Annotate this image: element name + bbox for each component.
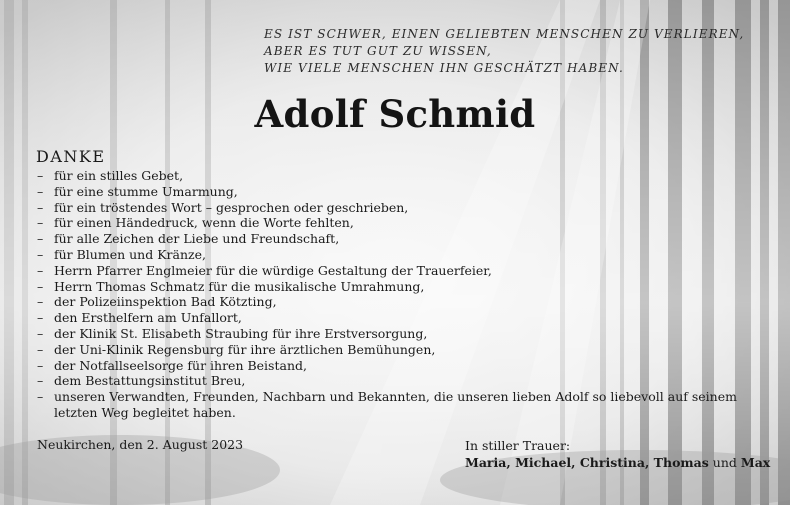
list-dash: – bbox=[37, 168, 44, 183]
thanks-list bbox=[37, 168, 767, 421]
mourner-last-name: Max bbox=[740, 455, 771, 470]
mourning-signature bbox=[465, 437, 770, 471]
list-item: – für alle Zeichen der Liebe und Freundschaft, bbox=[37, 231, 340, 247]
list-dash: – bbox=[37, 215, 44, 231]
list-item: – der Klinik St. Elisabeth Straubing für ihre Erstversorgung, bbox=[37, 325, 428, 341]
list-item: – für ein tröstendes Wort – gesprochen oder geschrieben, bbox=[37, 199, 409, 215]
place-date: Neukirchen, den 2. August 2023 bbox=[37, 437, 244, 452]
mourner-conjunction: und bbox=[712, 455, 737, 470]
list-dash: – bbox=[37, 389, 44, 405]
list-dash: – bbox=[37, 183, 44, 199]
list-item: – für ein stilles Gebet, bbox=[37, 168, 184, 183]
list-dash: – bbox=[37, 325, 44, 341]
list-dash: – bbox=[37, 310, 44, 326]
list-item: – für Blumen und Kränze, bbox=[37, 246, 206, 262]
list-dash: – bbox=[37, 231, 44, 247]
deceased-name: Adolf Schmid bbox=[254, 92, 536, 136]
list-item: – der Uni-Klinik Regensburg für ihre ärztlichen Bemühungen, bbox=[37, 341, 436, 357]
list-item: – für eine stumme Umarmung, bbox=[37, 183, 238, 199]
motto-line: WIE VIELE MENSCHEN IHN GESCHÄTZT HABEN. bbox=[264, 61, 624, 75]
list-dash: – bbox=[37, 294, 44, 310]
list-item: – unseren Verwandten, Freunden, Nachbarn und Bekannten, die unseren lieben Adolf so liebevoll auf seinem letzten Weg begleitet haben. bbox=[37, 389, 737, 420]
mourner-names: Maria, Michael, Christina, Thomas bbox=[465, 455, 709, 470]
list-dash: – bbox=[37, 341, 44, 357]
list-item: – für einen Händedruck, wenn die Worte fehlten, bbox=[37, 215, 354, 231]
list-dash: – bbox=[37, 246, 44, 262]
list-dash: – bbox=[37, 262, 44, 278]
list-item: – der Polizeiinspektion Bad Kötzting, bbox=[37, 294, 277, 310]
motto-line: ABER ES TUT GUT ZU WISSEN, bbox=[264, 44, 492, 58]
list-dash: – bbox=[37, 357, 44, 373]
list-dash: – bbox=[37, 199, 44, 215]
motto-line: ES IST SCHWER, EINEN GELIEBTEN MENSCHEN ZU VERLIEREN, bbox=[264, 27, 745, 41]
thanks-heading: DANKE bbox=[36, 147, 106, 166]
list-dash: – bbox=[37, 373, 44, 389]
list-item: – Herrn Pfarrer Englmeier für die würdige Gestaltung der Trauerfeier, bbox=[37, 262, 492, 278]
mourning-names bbox=[465, 454, 770, 471]
list-dash: – bbox=[37, 278, 44, 294]
motto-text bbox=[264, 26, 744, 77]
list-item: – den Ersthelfern am Unfallort, bbox=[37, 310, 242, 326]
list-item: – Herrn Thomas Schmatz für die musikalische Umrahmung, bbox=[37, 278, 425, 294]
list-item: – der Notfallseelsorge für ihren Beistand, bbox=[37, 357, 307, 373]
list-item: – dem Bestattungsinstitut Breu, bbox=[37, 373, 246, 389]
mourning-label: In stiller Trauer: bbox=[465, 438, 571, 453]
